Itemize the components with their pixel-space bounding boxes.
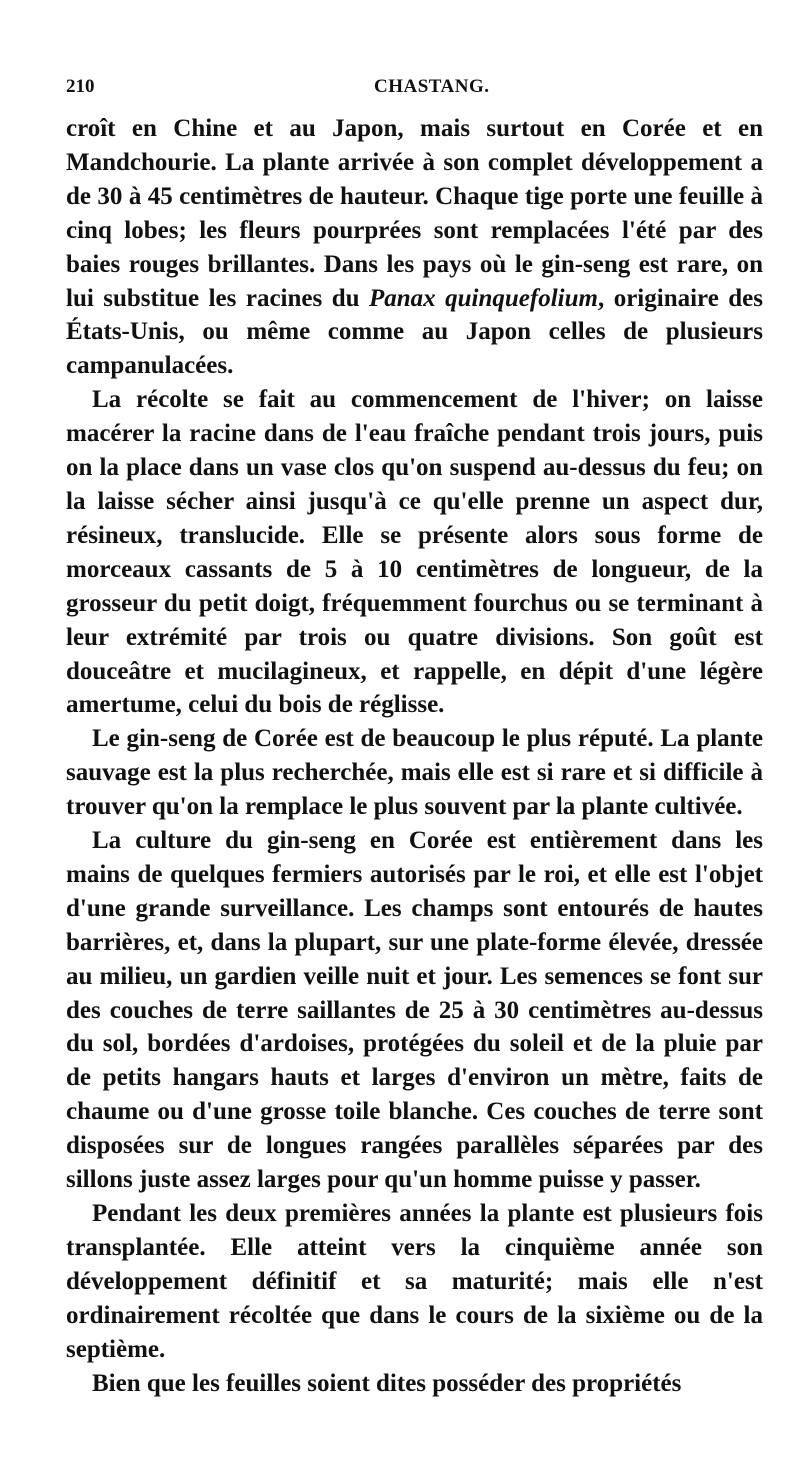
paragraph-1-text-b: , originaire des États-Unis, ou même comme au Japon celles de plusieurs campanulacées. <box>66 284 763 380</box>
species-name: Panax quinquefolium <box>369 284 598 312</box>
paragraph-3 <box>66 722 763 824</box>
paragraph-4 <box>66 824 763 1197</box>
paragraph-2 <box>66 383 763 722</box>
paragraph-6 <box>66 1367 763 1401</box>
paragraph-4-text: La culture du gin-seng en Corée est entièrement dans les mains de quelques fermiers autorisés par le roi, et elle est l'objet d'une grande surveillance. Les champs sont entourés de hautes barrières, et, dans la plupart, sur une plate-forme élevée, dressée au milieu, un gardien veille nuit et jour. Les semences se font sur des couches de terre saillantes de 25 à 30 centimètres au-dessus du sol, bordées d'ardoises, protégées du soleil et de la pluie par de petits hangars hauts et larges d'environ un mètre, faits de chaume ou d'une grosse toile blanche. Ces couches de terre sont disposées sur de longues rangées parallèles séparées par des sillons juste assez larges pour qu'un homme puisse y passer. <box>66 827 763 1194</box>
paragraph-5 <box>66 1197 763 1367</box>
paragraph-3-text: Le gin-seng de Corée est de beaucoup le plus réputé. La plante sauvage est la plus recherchée, mais elle est si rare et si difficile à trouver qu'on la remplace le plus souvent par la plante cultivée. <box>66 725 763 821</box>
page-body <box>66 112 763 1400</box>
paragraph-1-text-a: croît en Chine et au Japon, mais surtout en Corée et en Mandchourie. La plante arrivée à son complet développement a de 30 à 45 centimètres de hauteur. Chaque tige porte une feuille à cinq lobes; les fleurs pourprées sont remplacées l'été par des baies rouges brillantes. Dans les pays où le gin-seng est rare, on lui substitue les racines du <box>66 115 763 312</box>
running-title: CHASTANG. <box>374 76 490 97</box>
paragraph-2-text: La récolte se fait au commencement de l'hiver; on laisse macérer la racine dans de l'eau fraîche pendant trois jours, puis on la place dans un vase clos qu'on suspend au-dessus du feu; on la laisse sécher ainsi jusqu'à ce qu'elle prenne un aspect dur, résineux, translucide. Elle se présente alors sous forme de morceaux cassants de 5 à 10 centimètres de longueur, de la grosseur du petit doigt, fréquemment fourchus ou se terminant à leur extrémité par trois ou quatre divisions. Son goût est douceâtre et mucilagineux, et rappelle, en dépit d'une légère amertume, celui du bois de réglisse. <box>66 386 763 719</box>
page-number: 210 <box>66 76 95 97</box>
paragraph-1 <box>66 112 763 383</box>
paragraph-5-text: Pendant les deux premières années la plante est plusieurs fois transplantée. Elle atteint vers la cinquième année son développement définitif et sa maturité; mais elle n'est ordinairement récoltée que dans le cours de la sixième ou de la septième. <box>66 1200 763 1363</box>
page-header <box>66 72 760 106</box>
paragraph-6-text: Bien que les feuilles soient dites posséder des propriétés <box>92 1369 682 1397</box>
